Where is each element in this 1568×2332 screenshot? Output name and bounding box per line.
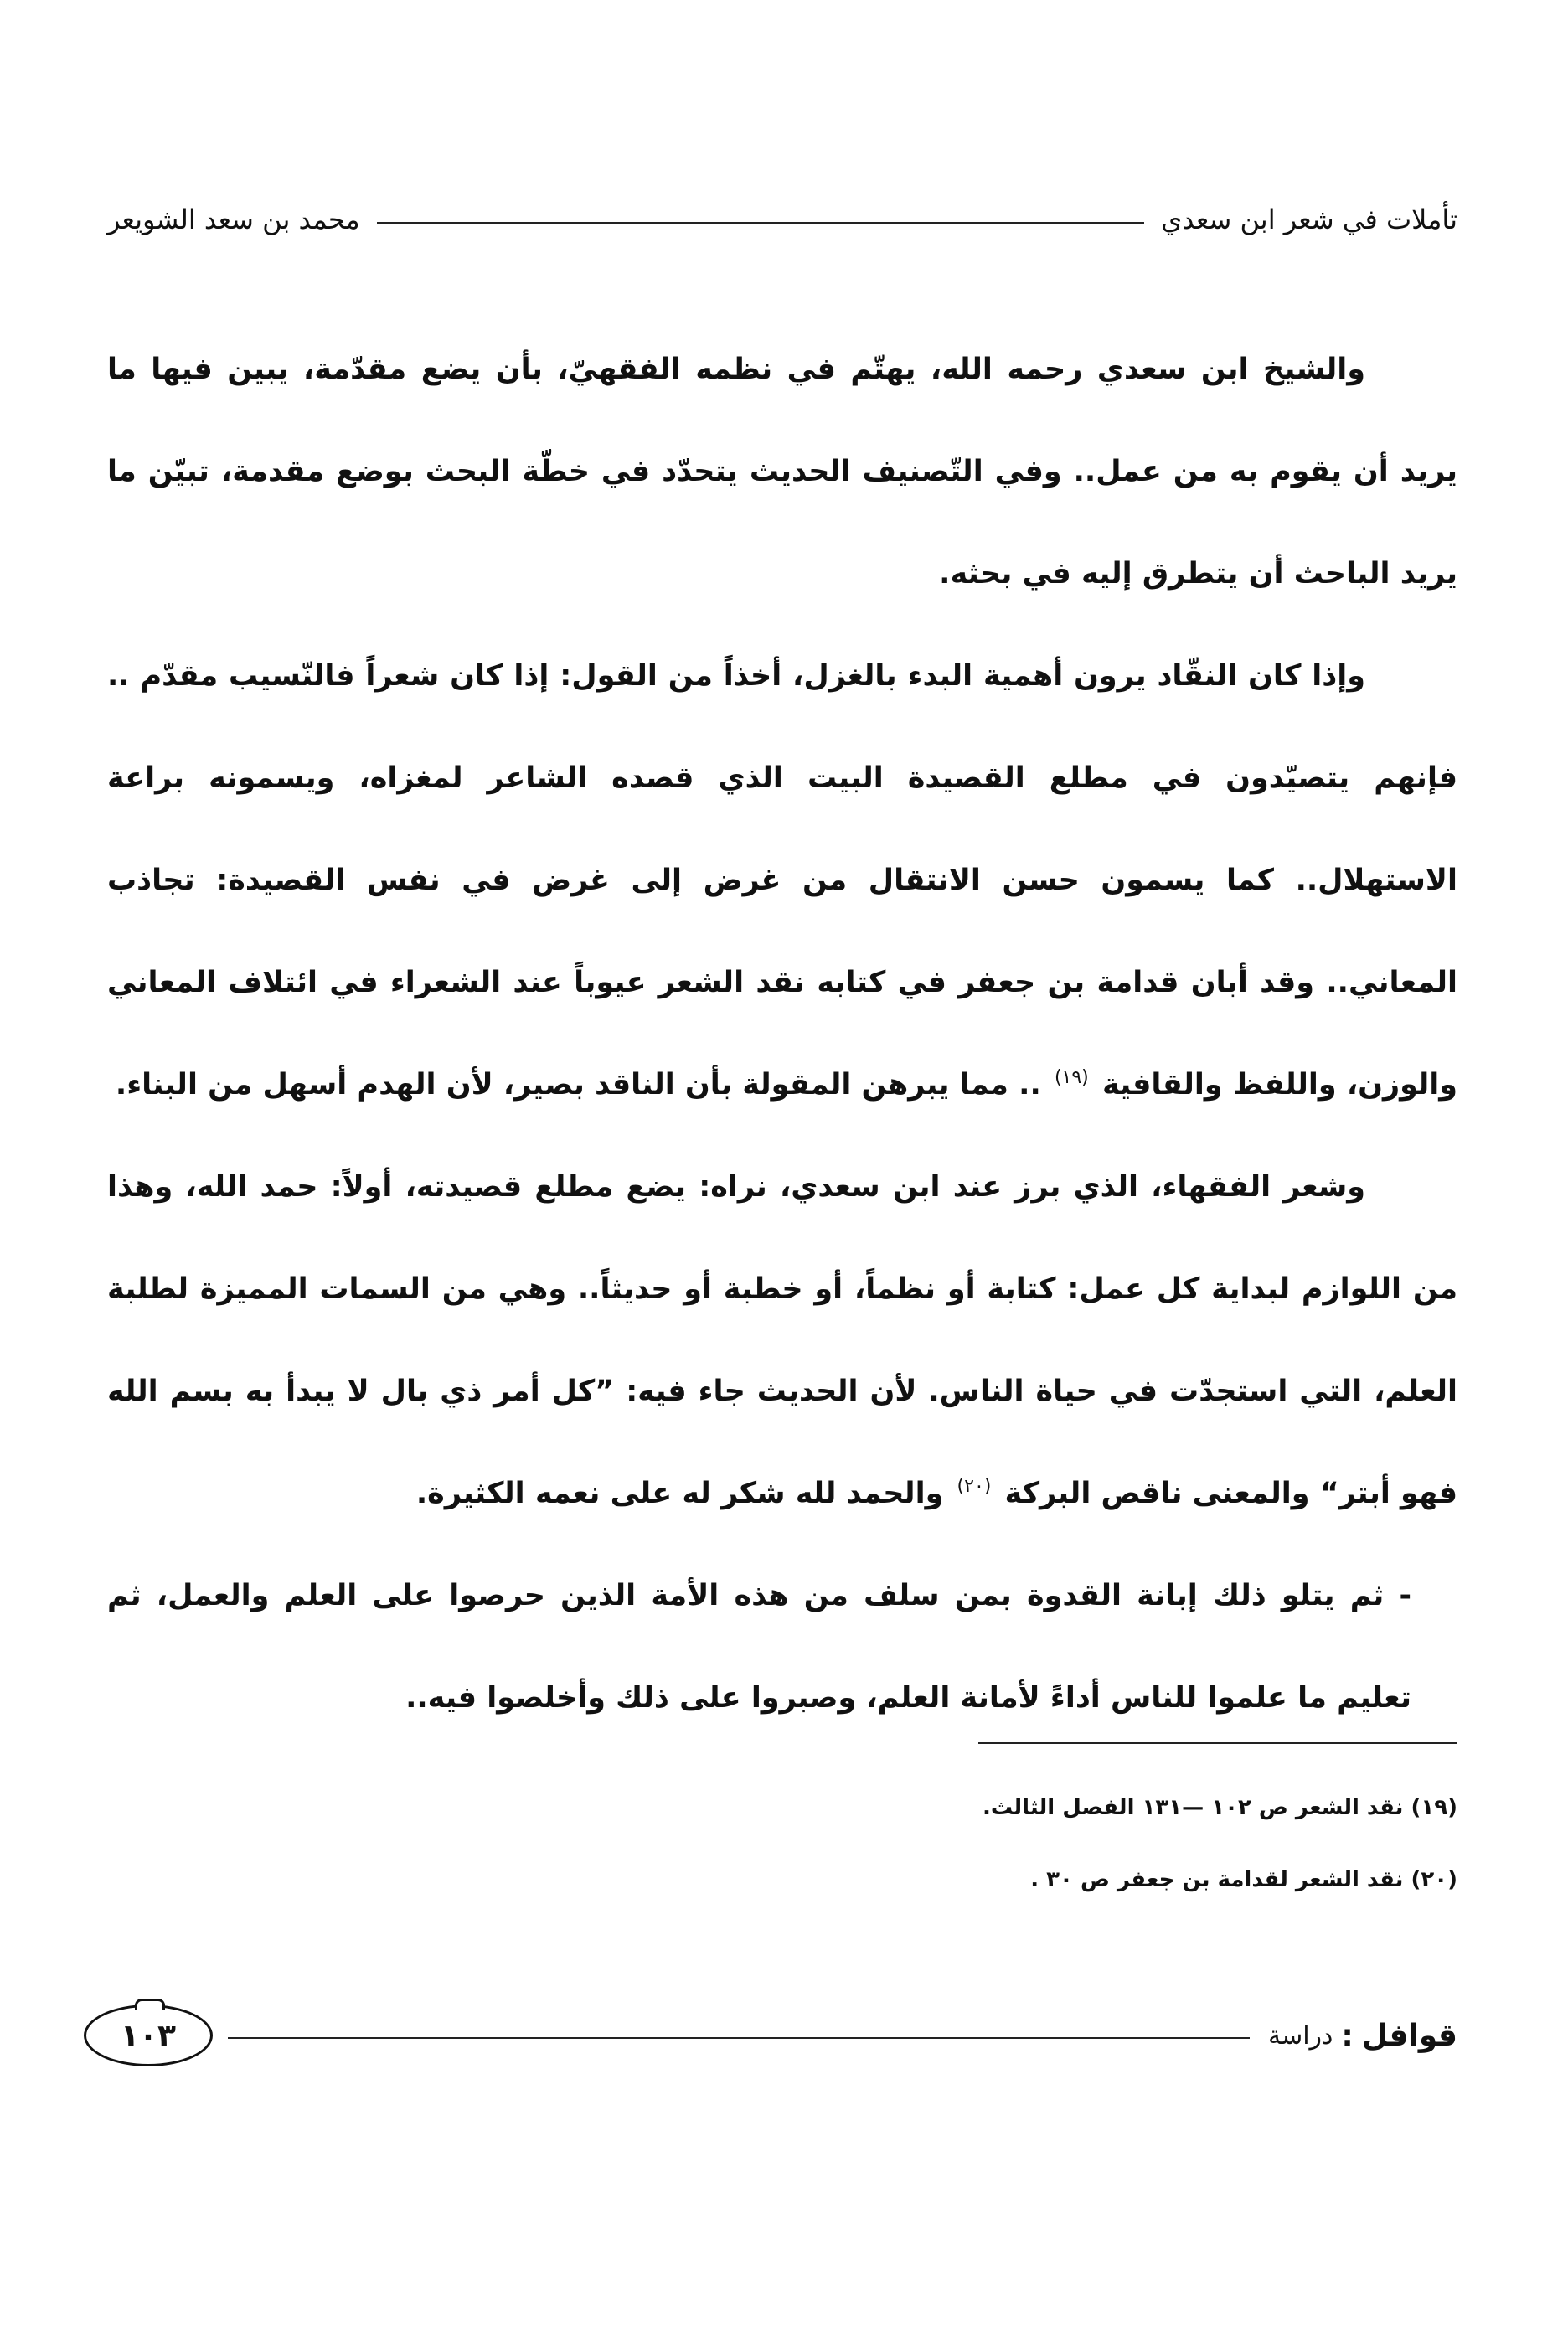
footer-colon: : <box>1341 2018 1354 2053</box>
footnote-19: (١٩) نقد الشعر ص ١٠٢ —١٣١ الفصل الثالث. <box>983 1795 1457 1820</box>
page-number-badge <box>84 2004 213 2066</box>
author-name: محمد بن سعد الشويعر <box>107 204 360 235</box>
footnote-ref-20: (٢٠) <box>957 1476 992 1498</box>
footnotes <box>117 1772 1457 1916</box>
section-name: دراسة <box>1268 2020 1333 2051</box>
badge-tab-ornament <box>135 1999 165 2010</box>
paragraph-2-text-end: .. مما يبرهن المقولة بأن الناقد بصير، لأن الهدم أسهل من البناء. <box>115 1068 1041 1102</box>
footnote-ref-19: (١٩) <box>1054 1067 1089 1089</box>
paragraph-3-text-end: والحمد لله شكر له على نعمه الكثيرة. <box>415 1477 944 1510</box>
body-text <box>107 318 1457 1749</box>
running-header <box>107 194 1457 245</box>
journal-name: قوافل <box>1361 2018 1457 2053</box>
page-number: ١٠٣ <box>121 2018 176 2053</box>
paragraph-3-text: وشعر الفقهاء، الذي برز عند ابن سعدي، نراه: يضع مطلع قصيدته، أولاً: حمد الله، وهذا من اللوازم لبداية كل عمل: كتابة أو نظماً، أو خطبة أو حديثاً.. وهي من السمات المميزة لطلبة العلم، التي استجدّت في حياة الناس. لأن الحديث جاء فيه: ”كل أمر ذي بال لا يبدأ به بسم الله فهو أبتر“ والمعنى ناقص البركة <box>107 1170 1457 1510</box>
paragraph-4: - ثم يتلو ذلك إبانة القدوة بمن سلف من هذه الأمة الذين حرصوا على العلم والعمل، ثم تعليم ما علموا للناس أداءً لأمانة العلم، وصبروا على ذلك وأخلصوا فيه.. <box>107 1579 1411 1715</box>
footnote-rule <box>978 1742 1457 1744</box>
footer-rule <box>228 2037 1250 2039</box>
footnote-20: (٢٠) نقد الشعر لقدامة بن جعفر ص ٣٠ . <box>1030 1867 1457 1892</box>
paragraph-2 <box>107 625 1457 1136</box>
paragraph-2-text: وإذا كان النقّاد يرون أهمية البدء بالغزل، أخذاً من القول: إذا كان شعراً فالنّسيب مقدّم .. فإنهم يتصيّدون في مطلع القصيدة البيت الذي قصده الشاعر لمغزاه، ويسمونه براعة الاستهلال.. كما يسمون حسن الانتقال من غرض إلى غرض في نفس القصيدة: تجاذب المعاني.. وقد أبان قدامة بن جعفر في كتابه نقد الشعر عيوباً عند الشعراء في ائتلاف المعاني والوزن، واللفظ والقافية <box>107 659 1457 1102</box>
paragraph-3 <box>107 1136 1457 1545</box>
header-rule <box>377 222 1145 224</box>
page-footer <box>84 2002 1457 2069</box>
paragraph-1: والشيخ ابن سعدي رحمه الله، يهتّم في نظمه الفقهيّ، بأن يضع مقدّمة، يبين فيها ما يريد أن يقوم به من عمل.. وفي التّصنيف الحديث يتحدّد في خطّة البحث بوضع مقدمة، تبيّن ما يريد الباحث أن يتطرق إليه في بحثه. <box>107 353 1457 591</box>
book-title: تأملات في شعر ابن سعدي <box>1161 204 1457 235</box>
